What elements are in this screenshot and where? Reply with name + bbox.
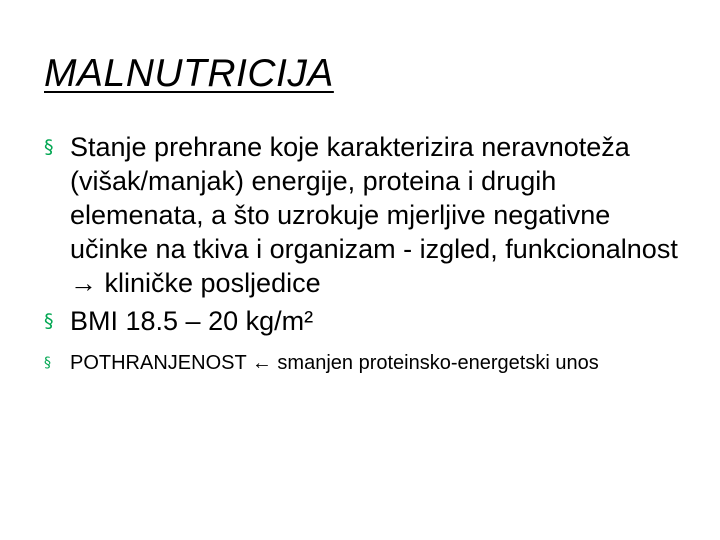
- bullet-text: POTHRANJENOST ← smanjen proteinsko-energetski unos: [70, 352, 599, 374]
- bullet-list: [44, 130, 694, 376]
- bullet-text: Stanje prehrane koje karakterizira neravnoteža (višak/manjak) energije, proteina i drugih elemenata, a što uzrokuje mjerljive negativne učinke na tkiva i organizam - izgled, funkcionalnost → kliničke posljedice: [70, 132, 678, 298]
- bullet-item-definition: [44, 130, 694, 300]
- bullet-text: BMI 18.5 – 20 kg/m²: [70, 306, 314, 336]
- bullet-item-bmi: [44, 304, 694, 338]
- bullet-marker-icon: §: [44, 136, 54, 158]
- slide-title: MALNUTRICIJA: [44, 52, 334, 95]
- bullet-marker-icon: §: [44, 355, 51, 371]
- bullet-marker-icon: §: [44, 310, 54, 332]
- bullet-item-pothranjenost: [44, 350, 694, 376]
